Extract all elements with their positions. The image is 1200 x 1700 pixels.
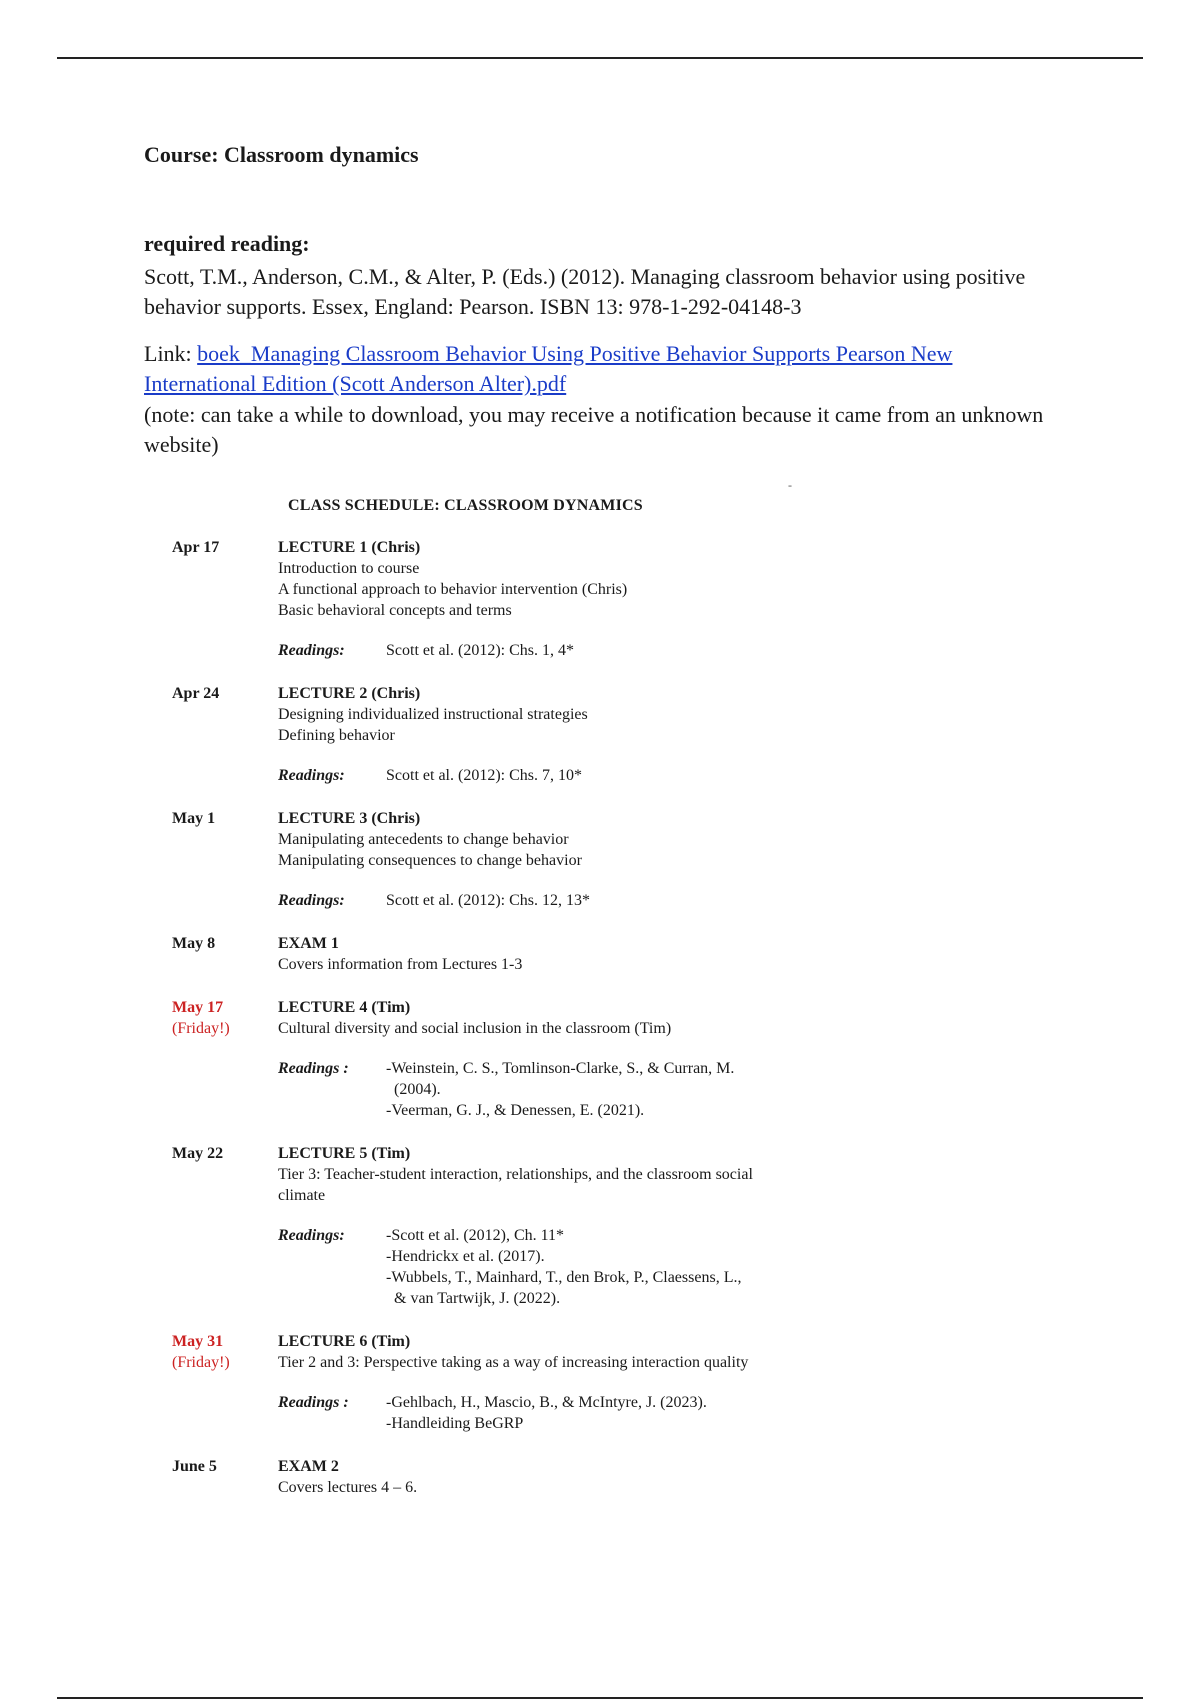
book-citation: Scott, T.M., Anderson, C.M., & Alter, P. (Eds.) (2012). Managing classroom behavior using positive behavior supports. Essex, England: Pearson. ISBN 13: 978-1-292-04148-3 [144, 264, 1026, 319]
dash-mark: - [788, 478, 792, 492]
entry-date [172, 1456, 278, 1498]
topic: Tier 3: Teacher-student interaction, relationships, and the classroom social climate [278, 1166, 753, 1204]
reading-item: -Weinstein, C. S., Tomlinson-Clarke, S., & Curran, M. [386, 1060, 735, 1077]
lecture-title: LECTURE 4 (Tim) [278, 999, 411, 1016]
date-note: (Friday!) [172, 1354, 230, 1371]
entry-body [278, 1143, 872, 1309]
readings-label: Readings: [278, 892, 345, 909]
readings-label: Readings : [278, 1060, 349, 1077]
lecture-title: LECTURE 2 (Chris) [278, 685, 421, 702]
entry-body [278, 808, 872, 911]
readings [278, 1225, 872, 1309]
course-title: Course: Classroom dynamics [144, 142, 419, 167]
reading-item: -Handleiding BeGRP [386, 1415, 524, 1432]
schedule-entry [172, 1143, 872, 1309]
date-note: (Friday!) [172, 1020, 230, 1037]
readings-label: Readings: [278, 767, 345, 784]
readings [278, 1392, 872, 1434]
readings-list [386, 1058, 872, 1121]
schedule-entry [172, 683, 872, 786]
schedule-entry [172, 808, 872, 911]
top-rule [57, 57, 1143, 59]
download-note: (note: can take a while to download, you may receive a notification because it came from an unknown website) [144, 402, 1044, 457]
entry-date [172, 683, 278, 786]
date-text: May 1 [172, 810, 216, 827]
reading-item: -Veerman, G. J., & Denessen, E. (2021). [386, 1102, 645, 1119]
schedule-title: CLASS SCHEDULE: CLASSROOM DYNAMICS [288, 497, 643, 514]
reading-item: -Wubbels, T., Mainhard, T., den Brok, P., Claessens, L., [386, 1269, 742, 1286]
date-text: May 17 [172, 999, 224, 1016]
entry-date [172, 997, 278, 1121]
schedule-entry [172, 537, 872, 661]
entry-body [278, 683, 872, 786]
exam-title: EXAM 1 [278, 935, 339, 952]
bottom-rule [57, 1697, 1143, 1699]
readings-label: Readings: [278, 642, 345, 659]
reading-item: Scott et al. (2012): Chs. 7, 10* [386, 767, 582, 784]
reading-item: Scott et al. (2012): Chs. 12, 13* [386, 892, 590, 909]
date-text: May 31 [172, 1333, 224, 1350]
reading-item: (2004). [394, 1081, 441, 1098]
readings-list [386, 890, 872, 911]
entry-body [278, 933, 872, 975]
topic: Defining behavior [278, 727, 395, 744]
readings [278, 890, 872, 911]
reading-item: & van Tartwijk, J. (2022). [394, 1290, 561, 1307]
topic: Introduction to course [278, 560, 420, 577]
topic: Manipulating consequences to change behavior [278, 852, 582, 869]
entry-body [278, 1331, 872, 1434]
book-download-link[interactable]: boek_Managing Classroom Behavior Using Positive Behavior Supports Pearson New International Edition (Scott Anderson Alter).pdf [144, 341, 953, 396]
readings-list [386, 1392, 872, 1434]
schedule-entry [172, 1331, 872, 1434]
readings [278, 640, 872, 661]
required-reading-heading: required reading: [144, 231, 310, 256]
readings-list [386, 1225, 872, 1309]
schedule-entry [172, 1456, 872, 1498]
entry-date [172, 808, 278, 911]
topic: A functional approach to behavior intervention (Chris) [278, 581, 628, 598]
topic: Covers information from Lectures 1-3 [278, 956, 523, 973]
entry-date [172, 1143, 278, 1309]
date-text: May 8 [172, 935, 216, 952]
schedule-entry [172, 997, 872, 1121]
topic: Manipulating antecedents to change behavior [278, 831, 569, 848]
lecture-title: LECTURE 3 (Chris) [278, 810, 421, 827]
readings-label: Readings: [278, 1227, 345, 1244]
readings-list [386, 765, 872, 786]
class-schedule [172, 537, 872, 1520]
reading-item: -Hendrickx et al. (2017). [386, 1248, 545, 1265]
lecture-title: LECTURE 5 (Tim) [278, 1145, 411, 1162]
entry-date [172, 537, 278, 661]
link-prefix: Link: [144, 341, 198, 366]
exam-title: EXAM 2 [278, 1458, 339, 1475]
readings [278, 765, 872, 786]
entry-body [278, 1456, 872, 1498]
topic: Cultural diversity and social inclusion in the classroom (Tim) [278, 1020, 672, 1037]
reading-item: Scott et al. (2012): Chs. 1, 4* [386, 642, 574, 659]
reading-item: -Scott et al. (2012), Ch. 11* [386, 1227, 565, 1244]
topic: Covers lectures 4 – 6. [278, 1479, 418, 1496]
date-text: June 5 [172, 1458, 217, 1475]
date-text: Apr 24 [172, 685, 220, 702]
schedule-entry [172, 933, 872, 975]
date-text: Apr 17 [172, 539, 220, 556]
date-text: May 22 [172, 1145, 224, 1162]
readings [278, 1058, 872, 1121]
entry-body [278, 997, 872, 1121]
entry-date [172, 1331, 278, 1434]
entry-date [172, 933, 278, 975]
topic: Designing individualized instructional strategies [278, 706, 588, 723]
reading-item: -Gehlbach, H., Mascio, B., & McIntyre, J. (2023). [386, 1394, 707, 1411]
topic: Basic behavioral concepts and terms [278, 602, 512, 619]
topic: Tier 2 and 3: Perspective taking as a way of increasing interaction quality [278, 1354, 749, 1371]
readings-list [386, 640, 872, 661]
entry-body [278, 537, 872, 661]
readings-label: Readings : [278, 1394, 349, 1411]
lecture-title: LECTURE 1 (Chris) [278, 539, 421, 556]
lecture-title: LECTURE 6 (Tim) [278, 1333, 411, 1350]
link-line [144, 339, 1064, 399]
